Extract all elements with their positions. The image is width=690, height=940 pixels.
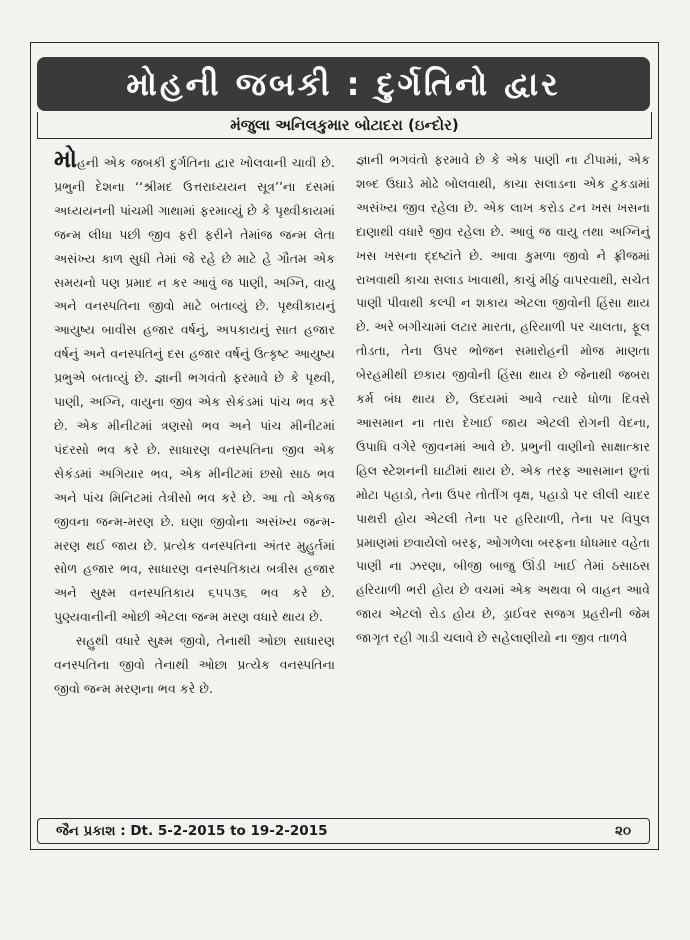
- drop-cap: મો: [54, 145, 77, 173]
- page-number: ૨૦: [614, 823, 631, 839]
- right-column: [356, 148, 650, 650]
- paragraph-text: હની એક જબકી દુર્ગતિના દ્વાર ખોલવાની ચાવી છે. પ્રભુની દેશના ‘‘શ્રીમદ ઉત્તરાધ્યયન સૂત્ર’’ના દસમાં અધ્યયનની પાંચમી ગાથામાં ફરમાવ્યું છે કે પૃથ્વીકાયમાં જન્મ લીધા પછી જીવ ફરી ફરીને તેમાંજ જન્મ લેતા અસંખ્ય કાળ સુધી તેમાં જે રહે છે માટે હે ગૌતમ એક સમયનો પણ પ્રમાદ ન કર આવું જ પાણી, અગ્નિ, વાયુ અને વનસ્પતિના જીવો માટે બતાવ્યું છે. પૃથ્વીકાયનું આયુષ્ય બાવીસ હજાર વર્ષનું, અપકાયનું સાત હજાર વર્ષનું અને વનસ્પતિનું દસ હજાર વર્ષનું ઉત્કૃષ્ટ આયુષ્ય પ્રભુએ બતાવ્યું છે. જ્ઞાની ભગવંતો ફરમાવે છે કે પૃથ્વી, પાણી, અગ્નિ, વાયુના જીવ એક સેકંડમાં પાંચ ભવ કરે છે. એક મીનીટમાં ત્રણસો ભવ અને પાંચ મીનીટમાં પંદરસો ભવ કરે છે. સાધારણ વનસ્પતિના જીવ એક સેકંડમાં અગિયાર ભવ, એક મીનીટમાં છસો સાઠ ભવ અને પાંચ મિનિટમાં તેત્રીસો ભવ કરે છે. આ તો એકજ જીવના જન્મ-મરણ છે. ઘણા જીવોના અસંખ્ય જન્મ-મરણ થઈ જાય છે. પ્રત્યેક વનસ્પતિના અંતર મુહુર્તમાં સોળ હજાર ભવ, સાધારણ વનસ્પતિકાય બત્રીસ હજાર અને સુક્ષ્મ વનસ્પતિકાય ૬૫૫૩૬ ભવ કરે છે. પુણ્યવાનીની ઓછી એટલા જન્મ મરણ વધારે થાય છે.: [54, 155, 335, 625]
- paragraph: જ્ઞાની ભગવંતો ફરમાવે છે કે એક પાણી ના ટીપામાં, એક શબ્દ ઉઘાડે મોઢે બોલવાથી, કાચા સલાડના એક ટુકડામાં અસંખ્ય જીવ રહેલા છે. એક લાખ કરોડ ટન ખસ ખસના દાણાથી વધારે જીવ રહેલા છે. આવું જ વાયુ તથા અગ્નિનું ખસ ખસના દ્દષ્ટાંતે છે. આવા કુમળા જીવો ને ફ્રીજમાં રાખવાથી કાચા સલાડ ખાવાથી, કાચું મીઠું વાપરવાથી, સચેત પાણી પીવાથી કલ્પી ન શકાય એટલા જીવોની હિંસા થાય છે. અરે બગીચામાં લટાર મારતા, હરિયાળી પર ચાલતા, ફૂલ તોડતા, તેના ઉપર ભોજન સમારોહની મોજ માણતા બેરહમીથી છકાય જીવોની હિંસા થાય છે જેનાથી જબરા કર્મ બંધ થાય છે, ઉદયમાં આવે ત્યારે ધોળા દિવસે આસમાન ના તારા દેખાઈ જાય એટલી રોગની વેદના, ઉપાધિ વગેરે જીવનમાં આવે છે. પ્રભુની વાણીનો સાક્ષાત્કાર હિલ સ્ટેશનની ઘાટીમાં થાય છે. એક તરફ આસમાન છુતાં મોટા પહાડો, તેના ઉપર તોતીંગ વૃક્ષ, પહાડો પર લીલી ચાદર પાથરી હોય એટલી તેના પર હરિયાળી, તેના પર વિપુલ પ્રમાણમાં છવાયેલો બરફ, ઓગળેલા બરફના ધોધમાર વહેતા પાણી ના ઝરણા, બીજી બાજુ ઊંડી ખાઈ તેમાં ઠસાઠસ હરિયાળી ભરી હોય છે વચમાં એક અથવા બે વાહન આવે જાય એટલો રોડ હોય છે, ડ્રાઈવર સજગ પ્રહરીની જેમ જાગૃત રહી ગાડી ચલાવે છે સહેલાણીયો ના જીવ તાળવે: [356, 152, 650, 646]
- left-column: [54, 145, 335, 701]
- paragraph: સહુથી વધારે સુક્ષ્મ જીવો, તેનાથી ઓછા સાધારણ વનસ્પતિના જીવો તેનાથી ઓછા પ્રત્યેક વનસ્પતિના જીવો જન્મ મરણના ભવ કરે છે.: [54, 633, 335, 696]
- paragraph: [54, 145, 335, 629]
- title-banner: [37, 57, 650, 111]
- page-footer: [37, 818, 650, 844]
- author-banner: [37, 112, 652, 139]
- author-name: મંજુલા અનિલકુમાર બોટાદરા (ઇન્દોર): [230, 116, 459, 134]
- publication-info: જૈન પ્રકાશ : Dt. 5-2-2015 to 19-2-2015: [56, 823, 328, 839]
- article-title: મોહની જબકી : દુર્ગતિનો દ્વાર: [126, 64, 561, 103]
